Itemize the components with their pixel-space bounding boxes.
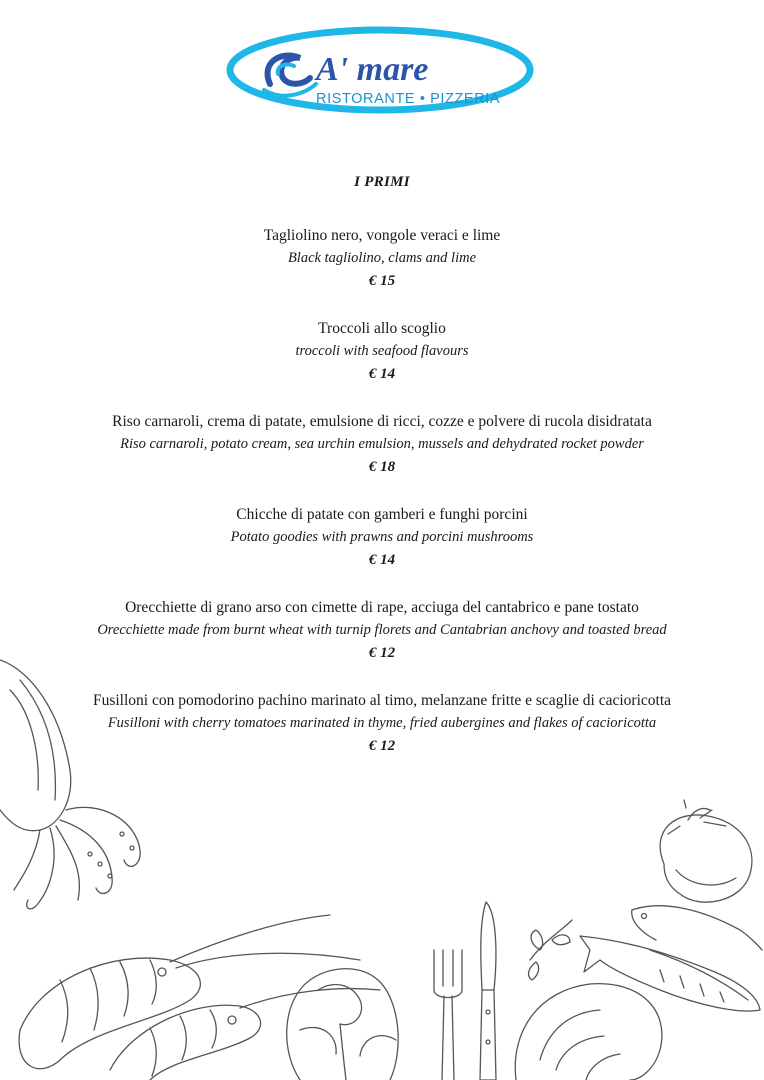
- dish-name-english: Orecchiette made from burnt wheat with turnip florets and Cantabrian anchovy and toasted bread: [97, 622, 667, 638]
- salmon-steak-icon: [515, 984, 662, 1080]
- dish-price: € 15: [368, 273, 396, 289]
- restaurant-logo: [220, 22, 540, 118]
- dish-name-italian: Tagliolino nero, vongole veraci e lime: [263, 227, 501, 244]
- dish-price: € 18: [368, 459, 396, 475]
- logo-tagline: RISTORANTE • PIZZERIA: [316, 91, 501, 107]
- lettuce-icon: [287, 969, 398, 1080]
- tomato-icon: [660, 800, 752, 902]
- dish-name-english: Black tagliolino, clams and lime: [287, 250, 477, 266]
- dish-item: [0, 504, 764, 572]
- dish-name-english: troccoli with seafood flavours: [295, 343, 469, 359]
- octopus-icon: [0, 660, 140, 909]
- dish-name-italian: Orecchiette di grano arso con cimette di rape, acciuga del cantabrico e pane tostato: [125, 599, 639, 616]
- fish-icon: [580, 906, 762, 1011]
- dish-name-english: Potato goodies with prawns and porcini mushrooms: [230, 529, 534, 545]
- dish-price: € 14: [368, 366, 396, 382]
- dish-name-italian: Riso carnaroli, crema di patate, emulsione di ricci, cozze e polvere di rucola disidratata: [112, 413, 652, 430]
- dish-item: [0, 225, 764, 293]
- dish-name-english: Fusilloni with cherry tomatoes marinated in thyme, fried aubergines and flakes of cacioricotta: [107, 715, 657, 731]
- section-title: I PRIMI: [354, 174, 410, 190]
- dish-name-italian: Troccoli allo scoglio: [318, 320, 446, 337]
- herb-icon: [529, 920, 572, 980]
- knife-icon: [480, 902, 496, 1080]
- dish-item: [0, 318, 764, 386]
- dish-name-italian: Chicche di patate con gamberi e funghi porcini: [236, 506, 528, 523]
- dish-name-italian: Fusilloni con pomodorino pachino marinato al timo, melanzane fritte e scaglie di cacioricotta: [92, 692, 672, 709]
- wave-icon: [264, 56, 316, 96]
- fork-icon: [434, 950, 462, 1080]
- dish-item: [0, 411, 764, 479]
- dish-price: € 14: [368, 552, 396, 568]
- logo-name: A' mare: [316, 51, 429, 88]
- dish-name-english: Riso carnaroli, potato cream, sea urchin emulsion, mussels and dehydrated rocket powder: [120, 436, 644, 452]
- seafood-illustration: [0, 650, 764, 1080]
- dish-price: € 12: [368, 738, 396, 754]
- dish-price: € 12: [368, 645, 396, 661]
- shrimp-icon: [110, 989, 380, 1080]
